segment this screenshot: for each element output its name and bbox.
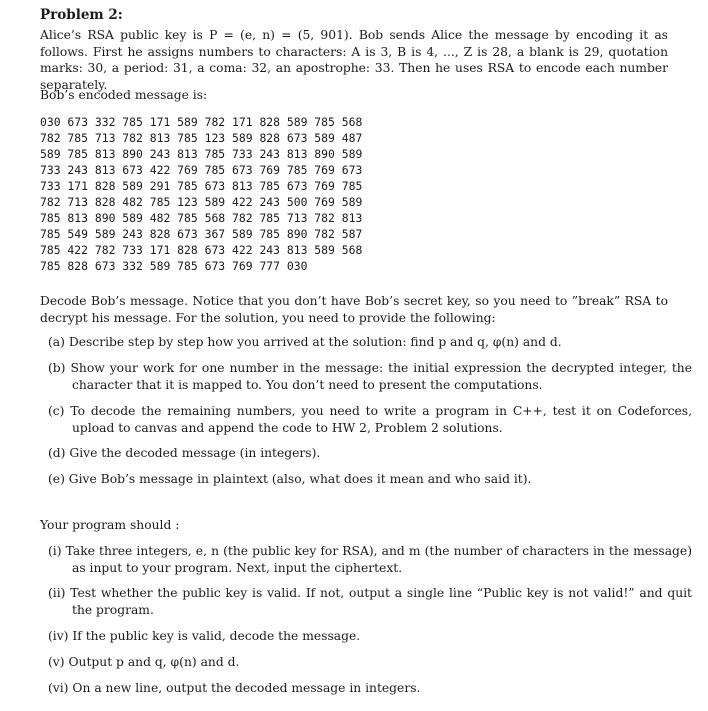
cipher-line: 785 813 890 589 482 785 568 782 785 713 782 813 <box>40 211 363 225</box>
list-item <box>48 654 692 671</box>
item-label: (a) <box>48 335 65 349</box>
list-item <box>48 334 692 351</box>
item-text: Take three integers, e, n (the public key for RSA), and m (the number of characters in the message) as input to your program. Next, input the ciphertext. <box>65 544 692 575</box>
item-label: (c) <box>48 404 65 418</box>
cipher-line: 733 171 828 589 291 785 673 813 785 673 769 785 <box>40 179 363 193</box>
item-text: Show your work for one number in the message: the initial expression the decrypted integer, the character that it is mapped to. You don’t need to present the computations. <box>70 361 692 392</box>
cipher-line: 785 549 589 243 828 673 367 589 785 890 782 587 <box>40 227 363 241</box>
cipher-line: 030 673 332 785 171 589 782 171 828 589 785 568 <box>40 115 363 129</box>
ciphertext-block <box>40 114 420 274</box>
item-label: (ii) <box>48 586 66 600</box>
list-item <box>48 360 692 393</box>
item-text: Output p and q, φ(n) and d. <box>68 655 240 669</box>
item-text: Describe step by step how you arrived at the solution: find p and q, φ(n) and d. <box>68 335 562 349</box>
item-label: (b) <box>48 361 66 375</box>
problem-intro: Alice’s RSA public key is P = (e, n) = (5, 901). Bob sends Alice the message by encoding it as follows. First he assigns numbers to characters: A is 3, B is 4, ..., Z is 28, a blank is 29, quotation marks: 30, a period: 31, a coma: 32, an apostrophe: 33. Then he uses RSA to encode each number separately. <box>40 28 668 92</box>
item-label: (iv) <box>48 629 69 643</box>
cipher-line: 782 785 713 782 813 785 123 589 828 673 589 487 <box>40 131 363 145</box>
item-label: (vi) <box>48 681 69 695</box>
item-label: (i) <box>48 544 62 558</box>
list-item <box>48 403 692 436</box>
item-text: Give Bob’s message in plaintext (also, what does it mean and who said it). <box>68 472 532 486</box>
item-label: (d) <box>48 446 66 460</box>
cipher-line: 589 785 813 890 243 813 785 733 243 813 890 589 <box>40 147 363 161</box>
cipher-line: 733 243 813 673 422 769 785 673 769 785 769 673 <box>40 163 363 177</box>
cipher-line: 785 828 673 332 589 785 673 769 777 030 <box>40 259 308 273</box>
item-text: Test whether the public key is valid. If not, output a single line “Public key is not valid!” and quit the program. <box>70 586 692 617</box>
cipher-line: 785 422 782 733 171 828 673 422 243 813 589 568 <box>40 243 363 257</box>
cipher-line: 782 713 828 482 785 123 589 422 243 500 769 589 <box>40 195 363 209</box>
item-text: Give the decoded message (in integers). <box>69 446 321 460</box>
list-item <box>48 445 692 462</box>
encoded-message-label: Bob’s encoded message is: <box>40 88 208 102</box>
list-item <box>48 680 692 697</box>
list-item <box>48 471 692 488</box>
problem-title: Problem 2: <box>40 7 123 23</box>
item-text: On a new line, output the decoded message in integers. <box>72 681 421 695</box>
item-text: To decode the remaining numbers, you need to write a program in C++, test it on Codeforces, upload to canvas and append the code to HW 2, Problem 2 solutions. <box>70 404 692 435</box>
decode-instructions: Decode Bob’s message. Notice that you don’t have Bob’s secret key, so you need to ”break” RSA to decrypt his message. For the solution, you need to provide the following: <box>40 294 668 325</box>
program-intro: Your program should : <box>40 518 180 532</box>
item-text: If the public key is valid, decode the message. <box>72 629 361 643</box>
item-label: (e) <box>48 472 65 486</box>
list-item <box>48 543 692 576</box>
list-item <box>48 585 692 618</box>
list-item <box>48 628 692 645</box>
item-label: (v) <box>48 655 65 669</box>
